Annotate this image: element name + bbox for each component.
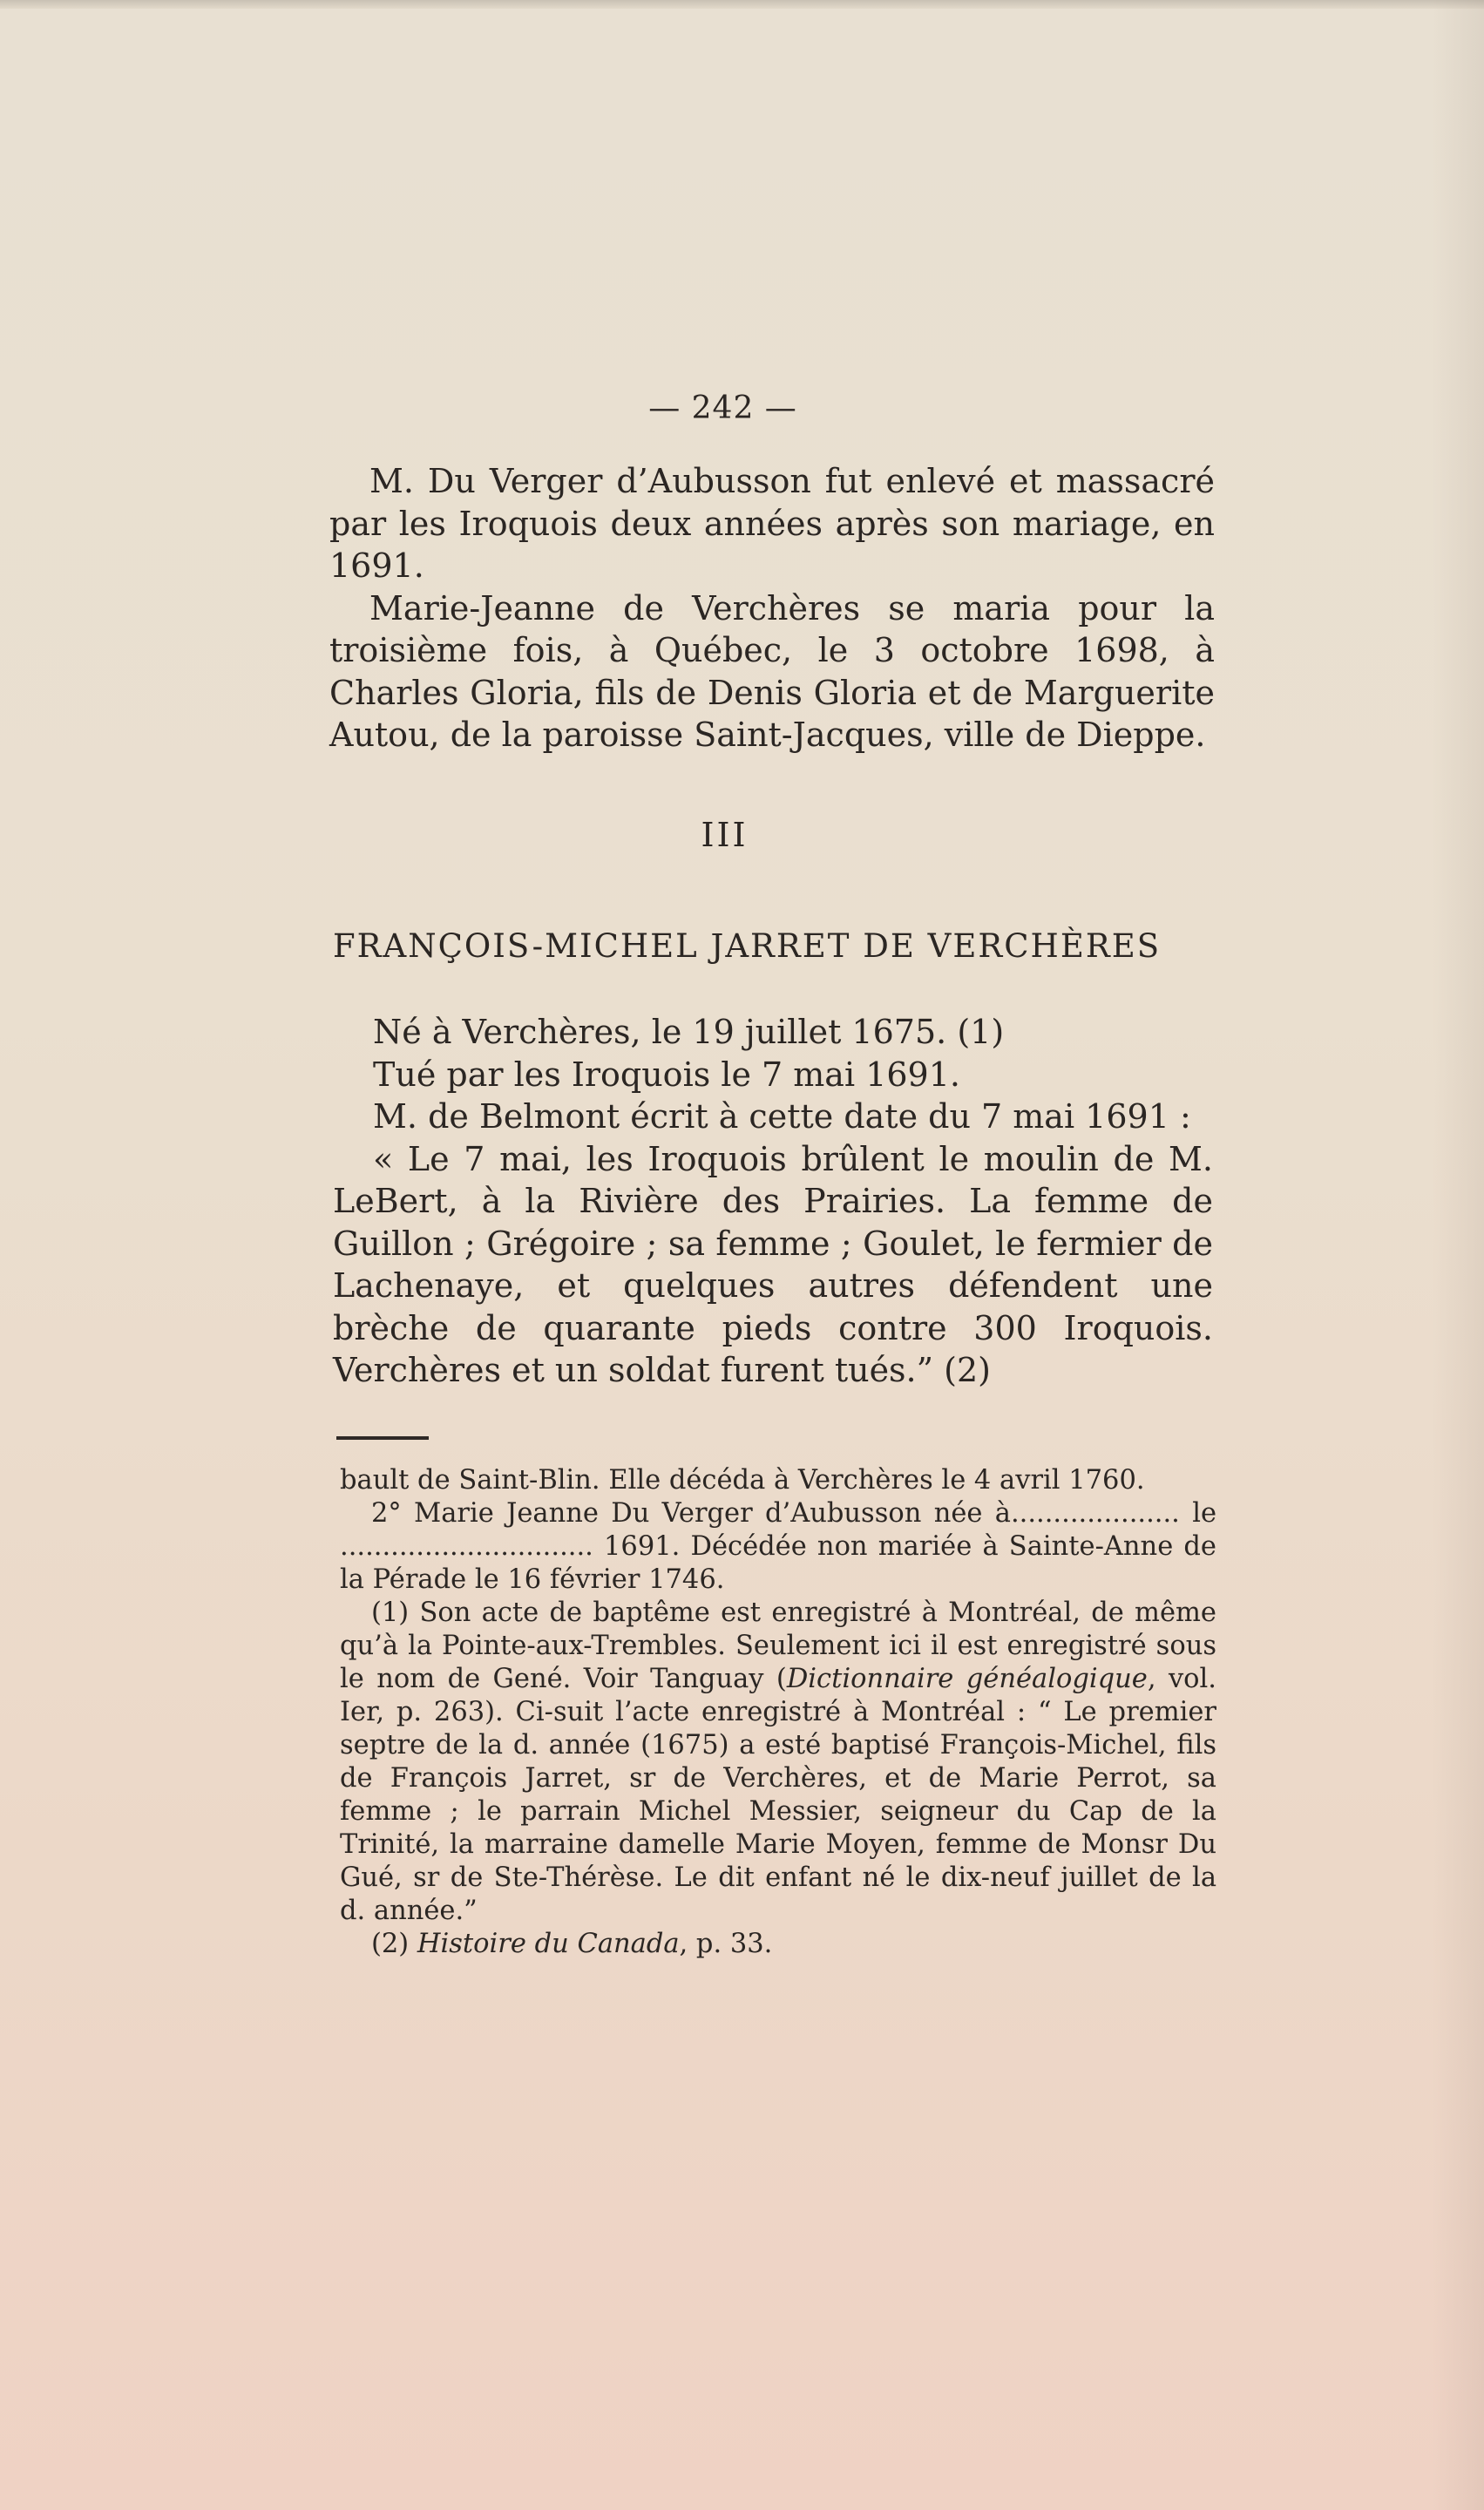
- footnote-2: [340, 1928, 1216, 1961]
- body-text: [329, 460, 1215, 756]
- paragraph-belmont: M. de Belmont écrit à cette date du 7 mai 1691 :: [373, 1097, 1191, 1136]
- footnote-ref-1[interactable]: (1): [957, 1013, 1005, 1051]
- paragraph-marie-jeanne: Marie-Jeanne de Verchères se maria pour la troisième fois, à Québec, le 3 octobre 1698, à Charles Gloria, fils de Denis Gloria et de Marguerite Autou, de la paroisse Saint-Jacques, ville de Dieppe.: [329, 588, 1215, 754]
- footnote-1-title: Dictionnaire généalogique: [786, 1664, 1148, 1694]
- section-number: III: [701, 816, 749, 854]
- footnote-2-marker: (2): [371, 1929, 410, 1959]
- footnote-ref-2[interactable]: (2): [944, 1351, 991, 1389]
- footnote-marie-jeanne: 2° Marie Jeanne Du Verger d’Aubusson née à.................... le .............................. 1691. Décédée non mariée à Sainte-Anne de la Pérade le 16 février 1746.: [340, 1498, 1216, 1595]
- footnote-2-title: Histoire du Canada: [417, 1929, 680, 1959]
- footnote-1-text-b: , vol. Ier, p. 263). Ci-suit l’acte enregistré à Montréal : “ Le premier septre de la d. année (1675) a esté baptisé François-Michel, fils de François Jarret, sr de Verchères, et de Marie Perrot, sa femme ; le parrain Michel Messier, seigneur du Cap de la Trinité, la marraine damelle Marie Moyen, femme de Monsr Du Gué, sr de Ste-Thérèse. Le dit enfant né le dix-neuf juillet de la d. année.”: [340, 1664, 1216, 1926]
- paragraph-born: [333, 1011, 1213, 1054]
- born-text: Né à Verchères, le 19 juillet 1675.: [373, 1013, 947, 1051]
- footnote-2-text: , p. 33.: [679, 1929, 773, 1959]
- paragraph-quote: [333, 1138, 1213, 1392]
- footnote-1-marker: (1): [371, 1598, 410, 1628]
- section-body: [333, 1011, 1213, 1392]
- footnote-1-text-a: Son acte de baptême est enregistré à Montréal, de même qu’à la Pointe-aux-Trembles. Seulement ici il est enregistré sous le nom de Gené. Voir Tanguay (: [340, 1598, 1216, 1694]
- section-heading: FRANÇOIS-MICHEL JARRET DE VERCHÈRES: [333, 927, 1162, 965]
- paragraph-aubusson: M. Du Verger d’Aubusson fut enlevé et massacré par les Iroquois deux années après son mariage, en 1691.: [329, 462, 1215, 585]
- footnote-divider: [336, 1436, 429, 1440]
- quote-text: « Le 7 mai, les Iroquois brûlent le moulin de M. LeBert, à la Rivière des Prairies. La femme de Guillon ; Grégoire ; sa femme ; Goulet, le fermier de Lachenaye, et quelques autres défendent une brèche de quarante pieds contre 300 Iroquois. Verchères et un soldat furent tués.”: [333, 1139, 1213, 1389]
- page-top-edge: [0, 0, 1484, 9]
- footnote-1: [340, 1597, 1216, 1928]
- page-number: — 242 —: [648, 390, 797, 426]
- footnotes: [340, 1464, 1216, 1961]
- paragraph-killed: Tué par les Iroquois le 7 mai 1691.: [373, 1055, 960, 1094]
- footnote-continuation: bault de Saint-Blin. Elle décéda à Verchères le 4 avril 1760.: [340, 1465, 1145, 1496]
- page-gutter-shadow: [1432, 0, 1484, 2510]
